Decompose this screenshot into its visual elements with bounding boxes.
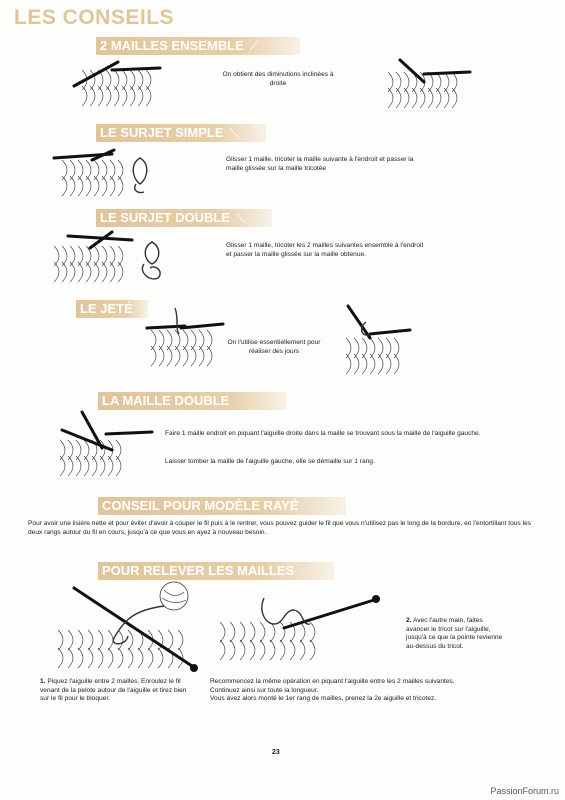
illustration-surjet-simple (52, 144, 162, 196)
section-header-conseil-raye (98, 497, 346, 515)
step-1-body: Piquez l'aiguille entre 2 mailles. Enroulez le fil venant de la pelote autour de l'aiguille et tirez bien sur le fil pour le bloquer. (40, 678, 187, 703)
section-header-jete (76, 300, 148, 318)
yarn-strand (262, 598, 310, 624)
needle-icon (370, 330, 410, 334)
knit-fabric-swatch (346, 338, 399, 374)
step-2-body: Avec l'autre main, faites avancer le tricot sur l'aiguille, jusqu'à ce que la pointe revienne au-dessus du tricot. (406, 617, 503, 650)
step-1-text (40, 678, 188, 704)
decrease-right-symbol-icon: ⟋ (249, 39, 259, 53)
yarn-strand (175, 308, 179, 334)
illustration-k2tog-left (72, 56, 162, 108)
section-title: CONSEIL POUR MODÈLE RAYÉ (102, 498, 299, 513)
knit-fabric-swatch (388, 72, 457, 108)
section-text: Glisser 1 maille, tricoter la maille suivante à l'endroit et passer la maille glissée sur la maille tricotée (226, 156, 414, 172)
section-header-surjet-simple (96, 124, 266, 142)
section-text-2: Laisser tomber la maille de l'aiguille gauche, elle se démaille sur 1 rang. (165, 458, 375, 465)
section-header-relever-mailles (98, 562, 334, 580)
section-text: Faire 1 maille endroit en piquant l'aiguille droite dans la maille se trouvant sous la maille de l'aiguille gauche. (165, 430, 481, 437)
knit-fabric-swatch (220, 622, 315, 660)
illustration-pick-up-stitches-2 (214, 584, 384, 674)
step-2-number: 2. (406, 617, 412, 624)
section-text: On obtient des diminutions inclinées à droite (222, 71, 334, 87)
section-text: Glisser 1 maille, tricoter les 2 mailles suivantes ensemble à l'endroit et passer la maille glissée sur la maille obtenue. (226, 242, 424, 258)
section-header-2-mailles-ensemble (96, 37, 300, 55)
illustration-jete-right (340, 304, 416, 378)
section-title: LE SURJET SIMPLE (100, 125, 224, 140)
needle-icon (424, 72, 470, 74)
needle-icon (400, 60, 424, 82)
yarn-ball-icon (160, 582, 188, 610)
decrease-left-symbol-icon: ⟍ (229, 126, 238, 140)
section-header-surjet-double (96, 209, 272, 227)
knit-fabric-swatch (60, 440, 121, 476)
stitch-loop-detail (142, 242, 160, 279)
needle-knob-icon (372, 595, 380, 603)
illustration-maille-double (52, 404, 156, 484)
step-2-text (406, 617, 506, 651)
needle-icon (284, 600, 374, 628)
middle-text-2: Vous avez alors monté le 1er rang de mailles, prenez la 2e aiguille et tricotez. (210, 695, 437, 702)
needle-icon (348, 306, 370, 338)
needle-knob-icon (190, 664, 198, 672)
needle-icon (147, 326, 185, 328)
needle-icon (74, 62, 118, 86)
step-1-number: 1. (40, 678, 46, 685)
needle-icon (112, 68, 160, 70)
illustration-k2tog-right (380, 56, 472, 110)
illustration-jete-left (145, 306, 225, 370)
knit-fabric-swatch (54, 246, 123, 282)
section-title: 2 MAILLES ENSEMBLE (100, 38, 244, 53)
needle-icon (62, 430, 112, 450)
double-decrease-symbol-icon: ⟍ (236, 211, 245, 225)
page-title: LES CONSEILS (14, 6, 175, 29)
section-text: On l'utilise essentiellement pour réaliser des jours (227, 339, 321, 355)
page-number: 23 (272, 749, 280, 756)
section-text: Pour avoir une lisière nette et pour éviter d'avoir à couper le fil puis à le rentrer, vous pouvez guider le fil que vous n'utilisez pas le long de la bordure, en l'entortillant tous les deux rangs autour du fil en cours, jusqu'à ce que vous en ayez à nouveau besoin. (28, 520, 531, 536)
knit-fabric-swatch (151, 330, 212, 366)
stitch-loop-detail (133, 158, 147, 193)
knit-fabric-swatch (62, 160, 123, 196)
section-title: LA MAILLE DOUBLE (102, 393, 230, 408)
section-title: POUR RELEVER LES MAILLES (102, 563, 295, 578)
section-title: LE SURJET DOUBLE (100, 210, 231, 225)
section-title: LE JETÉ (80, 301, 133, 316)
illustration-pick-up-stitches-1 (44, 580, 204, 676)
needle-icon (106, 432, 152, 434)
middle-text: Recommencez la même opération en piquant l'aiguille entre les 2 mailles suivantes. Continuez ainsi sur toute la longueur. (210, 678, 455, 694)
watermark: PassionForum.ru (490, 786, 559, 796)
yarn-strand (113, 606, 164, 644)
needle-icon (181, 324, 223, 328)
illustration-surjet-double (46, 228, 176, 284)
